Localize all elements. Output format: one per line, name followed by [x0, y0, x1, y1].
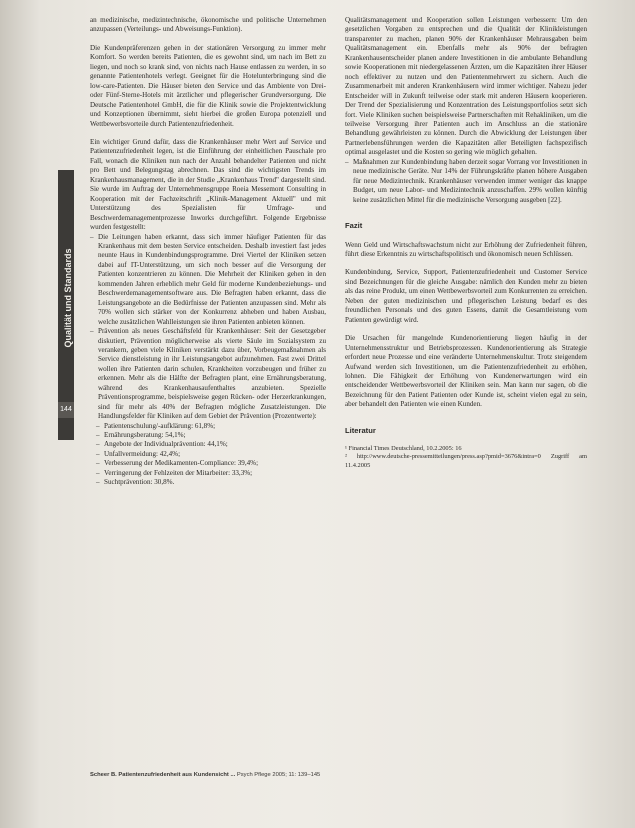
paragraph: Die Kundenpräferenzen gehen in der stationären Versorgung zu immer mehr Komfort. So werden bereits Patienten, die es gewohnt sind, um nach im Bett zu liegen, und noch so krank sind, von nichts nach Hause entlassen zu werden, in so genannte Patientenhotels verlegt. Geeignet für die Hotelunterbringung sind die low-care-Patienten. Die Häuser bieten den Service und das Ambiente von Drei- oder Fünf-Sterne-Hotels mit ärztlicher und pflegerischer Grundversorgung. Die Deutsche Patientenhotel GmbH, die für die Klinik sowie die Projektentwicklung und Konzeptionen übernimmt, sieht hierbei die großen Europa potenziell und Wettbewerbsvorteile durch Patientenzufriedenheit. [90, 43, 326, 128]
list-item: – Maßnahmen zur Kundenbindung haben derzeit sogar Vorrang vor Investitionen in neue medizinische Geräte. Nur 14% der Führungskräfte planen höhere Ausgaben für neue Medizintechnik. Krankenhäuser verwenden immer weniger das knappe Budget, um neue Labor- und Medizintechnik anzuschaffen. 29% wollen künftig keine zusätzlichen Mittel für die medizinische Versorgung ausgeben [22]. [345, 158, 587, 205]
list-item: – Suchtprävention: 30,8%. [90, 478, 326, 487]
list-item: – Angebote der Individualprävention: 44,1%; [90, 440, 326, 449]
list-item: – Unfallvermeidung: 42,4%; [90, 450, 326, 459]
bullet-list [345, 158, 587, 205]
list-item: – Verringerung der Fehlzeiten der Mitarbeiter: 33,3%; [90, 469, 326, 478]
section-heading-fazit: Fazit [345, 221, 363, 231]
right-column [345, 16, 587, 470]
footer-journal: Psych Pflege 2005; 11: 139–145 [236, 772, 321, 778]
page-number: 144 [58, 402, 74, 418]
footer-author: Scheer B. Patientenzufriedenheit aus Kundensicht ... [90, 772, 236, 778]
page-footer [90, 772, 590, 778]
paragraph: Wenn Geld und Wirtschaftswachstum nicht zur Erhöhung der Zufriedenheit führen, führt diese Erkenntnis zu wirtschaftspolitisch und ökonomisch neuen Schlüssen. [345, 240, 587, 258]
paragraph: Kundenbindung, Service, Support, Patientenzufriedenheit und Customer Service sind Bezeichnungen für die gleiche Ausgabe: nämlich den Kunden mehr zu bieten als das reine Produkt, um einen Wettbewerbsvorteil zum Konkurrenten zu erreichen. Neben der guten medizinischen und pflegerischen Leistung bedarf es des freundlichen Personals und des guten Essens, damit die Gesamtleistung vom Patienten gewürdigt wird. [345, 268, 587, 324]
reference-list [345, 445, 587, 470]
paragraph: Die Ursachen für mangelnde Kundenorientierung liegen häufig in der Unternehmensstruktur und Betriebsprozessen. Kundenorientierung als Strategie erfordert neue Prozesse und eine veränderte Unternehmenskultur. Trotz steigendem Aufwand werden sich Investitionen, um die Patientenzufriedenheit zu erhöhen, lohnen. Die Fähigkeit der Erhöhung von Kundenerwartungen wird ein entscheidender Wettbewerbsvorteil der Kliniken sein. Man kann nur sagen, ob die Bezeichnung für den Patient Patienten oder Kunde ist, scheint vielen egal zu sein, aber behandelt den Patienten wie einen Kunden. [345, 334, 587, 409]
section-sidebar-band [58, 170, 74, 440]
paragraph: an medizinische, medizintechnische, ökonomische und politische Unternehmen anzupassen (Verteilungs- und Abweisungs-Funktion). [90, 16, 326, 34]
list-item: – Die Leitungen haben erkannt, dass sich immer häufiger Patienten für das Krankenhaus mit dem besten Service entscheiden. Deshalb investiert fast jedes neunte Haus in Kundenbindungsprogramme. Drei Viertel der Kliniken setzen dabei auf IT-Unterstützung, um sich noch besser auf die Versorgung der Patienten konzentrieren zu können. Die Mehrheit der Kliniken gehen in den kommenden Jahren erheblich mehr Geld für moderne Kundenbeziehungs- und Beschwerdemanagementsoftware aus. Die Befragten haben erkannt, dass die Leistungsangebote an die Bedürfnisse der Patienten anzupassen sind. Mehr als 70% wollen sich stärker von der Konkurrenz abheben und haben Ausbau, welche zusätzlichen Wahlleistungen sie ihren Patienten anbieten können. [90, 233, 326, 328]
list-item: – Verbesserung der Medikamenten-Compliance: 39,4%; [90, 459, 326, 468]
list-item: – Prävention als neues Geschäftsfeld für Krankenhäuser: Seit der Gesetzgeber diskutiert, Prävention möglicherweise als vierte Säule im Sozialsystem zu verankern, geben viele Kliniken verstärkt dazu über, Vorbeugemaßnahmen als Service dienstleistung in ihr Leistungsangebot aufzunehmen. Fast zwei Drittel wollen ihre Patienten darin schulen, Krankheiten vorzubeugen und früher zu erkennen. Mehr als die Hälfte der Befragten plant, eine Ernährungsberatung, während des Krankenhausaufenthaltes anzubieten. Spezielle Präventionsprogramme, beispielsweise gegen Rücken- oder Herzerkrankungen, sind für mehr als 40% der Befragten mögliche Zusatzleistungen. Die Handlungsfelder für Kliniken auf dem Gebiet der Prävention (Prozentwerte): [90, 327, 326, 422]
section-heading-literatur: Literatur [345, 425, 376, 435]
paragraph: Ein wichtiger Grund dafür, dass die Krankenhäuser mehr Wert auf Service und Patientenzufriedenheit legen, ist die Einführung der einheitlichen Pauschale pro Fall, wonach die Kliniken nun nach der Anzahl behandelter Patienten und nicht pro Bett und Belegungstag abrechnen. Das sind die wichtigsten Trends im Krankenhausmanagement, die in der Studie „Krankenhaus Trend" dargestellt sind. Sie wurde im Auftrag der Unternehmensgruppe Roeia Messemont Consulting in Kooperation mit der Fachzeitschrift „Klinik-Management Aktuell" und mit Unterstützung des Spezialisten für Umfrage- und Beschwerdemanagementprozesse Inworks durchgeführt. Folgende Ergebnisse wurden festgestellt: [90, 137, 326, 232]
left-column [90, 16, 326, 488]
list-item: – Ernährungsberatung: 54,1%; [90, 431, 326, 440]
reference-item: ² http://www.deutsche-pressemitteilungen/press.asp?pmid=3676&intra=0 Zugriff am 11.4.2005 [345, 453, 587, 469]
paragraph: Qualitätsmanagement und Kooperation sollen Leistungen verbessern: Um den gesetzlichen Vorgaben zu entsprechen und die Qualität der Klinikleistungen transparenter zu machen, planen 90% der Krankenhäuser Mehrausgaben beim Qualitätsmanagement ein. Ebenfalls mehr als 90% der befragten Krankenhausentscheider planen andere Investitionen in die ambulante Behandlung sowie Kooperationen mit niedergelassenen Ärzten, um die Kapazitäten ihrer Häuser noch effektiver zu nutzen und den Patientenmehrwert zu sichern. Auch die Zusammenarbeit mit anderen Krankenhäusern wird immer wichtiger. Nahezu jeder Entscheider will in Zukunft teilweise oder stark mit anderen Häusern kooperieren. Der Trend der Spezialisierung und Konzentration des Leistungsportfolios setzt sich fort. Viele Kliniken suchen beispielsweise Partnerschaften mit Rehakliniken, um die teilweise Versorgung ihrer Patienten auch im Anschluss an die stationäre Behandlung gewährleisten zu können. Durch die Abwicklung der Leistungen über Partnerlebensführungen werden die Kapazitäten aller Beteiligten fachspezifisch optimal ausgelastet und die Kosten so gering wie möglich gehalten. [345, 16, 587, 157]
reference-item: ¹ Financial Times Deutschland, 10.2.2005: 16 [345, 445, 462, 453]
list-item: – Patientenschulung/-aufklärung: 61,8%; [90, 422, 326, 431]
section-label: Qualität und Standards [63, 248, 73, 348]
bullet-list [90, 233, 326, 488]
